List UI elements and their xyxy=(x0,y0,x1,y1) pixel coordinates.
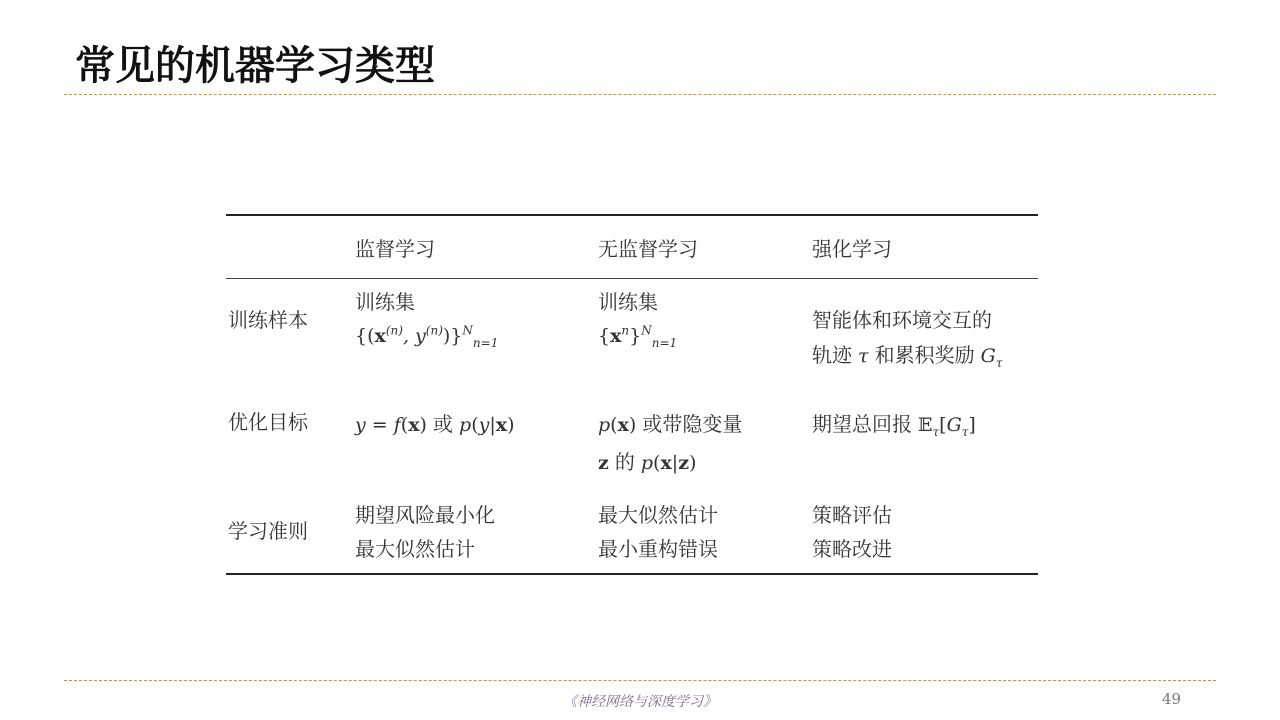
trajectory-text: 轨迹 xyxy=(812,343,852,367)
cell-unsupervised-criterion-line1: 最大似然估计 xyxy=(598,503,718,527)
latent-text: 或带隐变量 xyxy=(642,412,743,436)
table-header-rule xyxy=(226,278,1038,279)
cell-supervised-objective: y = f(x) 或 p(y|x) xyxy=(355,412,515,436)
cell-reinforcement-samples-line1: 智能体和环境交互的 xyxy=(812,308,992,332)
row-label-training-samples: 训练样本 xyxy=(228,308,308,332)
cell-unsupervised-objective-line1: p(x) 或带隐变量 xyxy=(598,412,743,436)
cell-unsupervised-samples-formula: $\{x^n\}^N_{n=1}$ xyxy=(598,323,678,350)
header-reinforcement: 强化学习 xyxy=(812,237,892,261)
book-title-footer: 《神经网络与深度学习》 xyxy=(563,694,717,710)
table-top-rule xyxy=(226,214,1038,216)
cell-reinforcement-criterion-line2: 策略改进 xyxy=(812,537,892,561)
slide-title: 常见的机器学习类型 xyxy=(75,43,435,89)
cell-unsupervised-criterion-line2: 最小重构错误 xyxy=(598,537,718,561)
title-divider xyxy=(64,94,1216,95)
page-number: 49 xyxy=(1162,690,1182,708)
cell-reinforcement-samples-line2: 轨迹 τ 和累积奖励 $G_\tau$ xyxy=(812,343,1003,370)
cell-reinforcement-objective: 期望总回报 $𝔼_\tau[G_\tau]$ xyxy=(812,412,976,439)
cell-supervised-criterion-line1: 期望风险最小化 xyxy=(355,503,495,527)
cell-supervised-samples-formula: {($x^{(n)}$, $y^{(n)})\}^N_{n=1}$ xyxy=(355,323,499,350)
row-label-objective: 优化目标 xyxy=(228,410,308,434)
reward-text: 和累积奖励 xyxy=(874,343,975,367)
row-label-criterion: 学习准则 xyxy=(228,519,308,543)
header-supervised: 监督学习 xyxy=(355,237,435,261)
cell-supervised-criterion-line2: 最大似然估计 xyxy=(355,537,475,561)
cell-reinforcement-criterion-line1: 策略评估 xyxy=(812,503,892,527)
cell-supervised-samples-line1: 训练集 xyxy=(355,290,415,314)
cell-unsupervised-samples-line1: 训练集 xyxy=(598,290,658,314)
of-text: 的 xyxy=(614,450,635,474)
table-bottom-rule xyxy=(226,573,1038,575)
learning-types-table xyxy=(226,214,1038,575)
header-unsupervised: 无监督学习 xyxy=(598,237,698,261)
or-text: 或 xyxy=(433,412,453,436)
cell-unsupervised-objective-line2: z 的 p(x|z) xyxy=(598,450,697,474)
footer-divider xyxy=(64,680,1216,681)
expected-return-text: 期望总回报 xyxy=(812,412,912,436)
